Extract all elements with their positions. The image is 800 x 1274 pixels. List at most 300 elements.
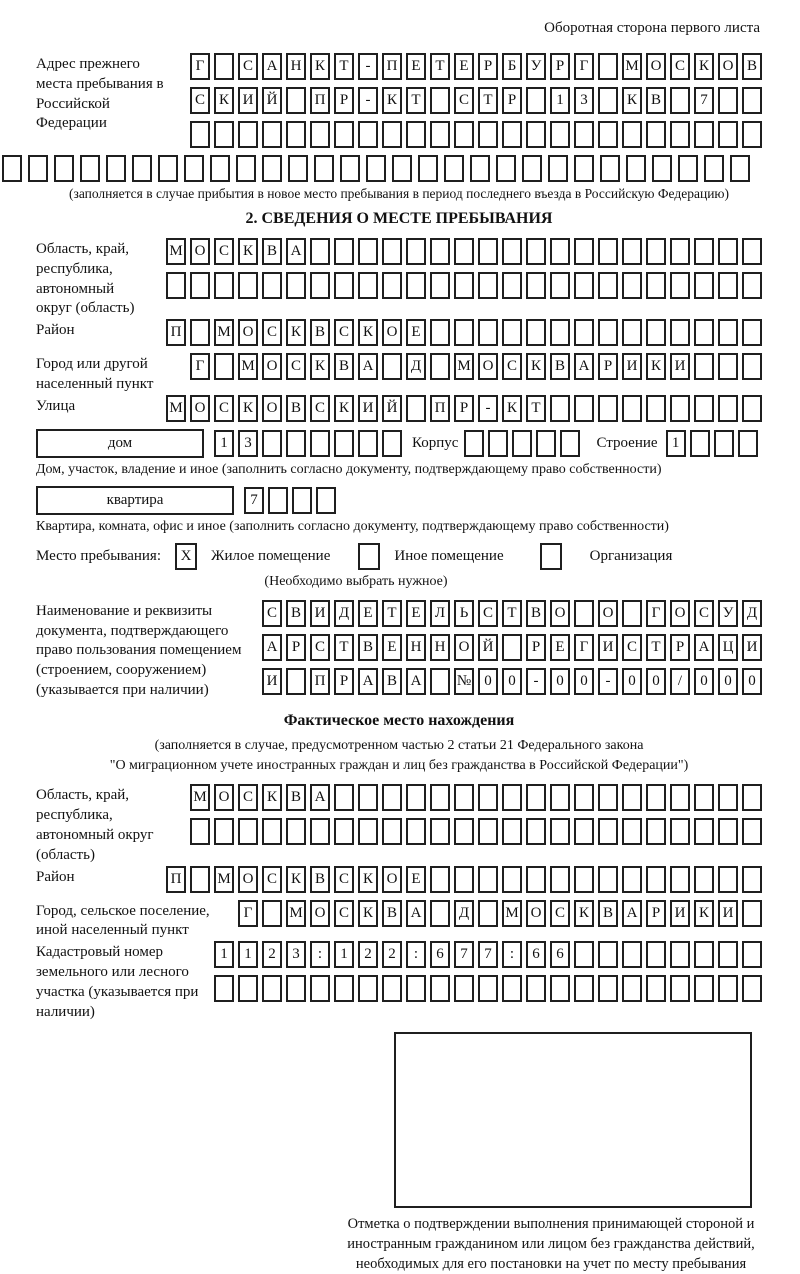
char-cell[interactable]	[334, 238, 354, 265]
char-cell[interactable]: 1	[238, 941, 258, 968]
char-cell[interactable]: М	[502, 900, 522, 927]
char-cell[interactable]	[526, 784, 546, 811]
char-cell[interactable]: С	[262, 866, 282, 893]
char-cell[interactable]	[694, 941, 714, 968]
char-cell[interactable]: Р	[550, 53, 570, 80]
char-cell[interactable]: -	[526, 668, 546, 695]
char-cell[interactable]	[670, 238, 690, 265]
char-cell[interactable]	[622, 395, 642, 422]
char-cell[interactable]: О	[526, 900, 546, 927]
char-cell[interactable]	[598, 395, 618, 422]
char-cell[interactable]: Й	[478, 634, 498, 661]
char-cell[interactable]: М	[190, 784, 210, 811]
char-cell[interactable]	[262, 975, 282, 1002]
char-cell[interactable]: С	[238, 784, 258, 811]
char-cell[interactable]	[550, 272, 570, 299]
char-cell[interactable]: 2	[358, 941, 378, 968]
char-cell[interactable]: О	[190, 395, 210, 422]
char-cell[interactable]	[286, 668, 306, 695]
char-cell[interactable]	[718, 319, 738, 346]
char-cell[interactable]	[646, 121, 666, 148]
char-cell[interactable]	[382, 238, 402, 265]
char-cell[interactable]: М	[238, 353, 258, 380]
char-cell[interactable]: 1	[666, 430, 686, 457]
char-cell[interactable]	[262, 900, 282, 927]
char-cell[interactable]: М	[286, 900, 306, 927]
char-cell[interactable]: А	[406, 900, 426, 927]
char-cell[interactable]	[574, 784, 594, 811]
char-cell[interactable]	[286, 818, 306, 845]
char-cell[interactable]	[54, 155, 74, 182]
char-cell[interactable]	[600, 155, 620, 182]
char-cell[interactable]: В	[526, 600, 546, 627]
char-cell[interactable]: Д	[334, 600, 354, 627]
char-cell[interactable]	[334, 272, 354, 299]
char-cell[interactable]	[454, 272, 474, 299]
char-cell[interactable]: И	[670, 900, 690, 927]
char-cell[interactable]: Т	[334, 634, 354, 661]
char-cell[interactable]: В	[550, 353, 570, 380]
char-cell[interactable]: 7	[454, 941, 474, 968]
char-cell[interactable]	[670, 87, 690, 114]
char-cell[interactable]	[550, 818, 570, 845]
char-cell[interactable]	[444, 155, 464, 182]
char-cell[interactable]	[502, 272, 522, 299]
char-cell[interactable]	[536, 430, 556, 457]
char-cell[interactable]	[670, 319, 690, 346]
char-cell[interactable]	[502, 121, 522, 148]
char-cell[interactable]: К	[694, 900, 714, 927]
char-cell[interactable]	[478, 238, 498, 265]
char-cell[interactable]: П	[166, 866, 186, 893]
char-cell[interactable]: Г	[574, 53, 594, 80]
char-cell[interactable]	[742, 395, 762, 422]
char-cell[interactable]: Г	[574, 634, 594, 661]
char-cell[interactable]: О	[646, 53, 666, 80]
char-cell[interactable]	[560, 430, 580, 457]
char-cell[interactable]: С	[454, 87, 474, 114]
char-cell[interactable]	[464, 430, 484, 457]
char-cell[interactable]	[430, 319, 450, 346]
char-cell[interactable]: О	[382, 319, 402, 346]
char-cell[interactable]	[80, 155, 100, 182]
char-cell[interactable]	[210, 155, 230, 182]
char-cell[interactable]: С	[622, 634, 642, 661]
char-cell[interactable]	[238, 975, 258, 1002]
char-cell[interactable]: К	[214, 87, 234, 114]
char-cell[interactable]	[190, 866, 210, 893]
char-cell[interactable]	[622, 121, 642, 148]
char-cell[interactable]: 0	[742, 668, 762, 695]
char-cell[interactable]	[622, 866, 642, 893]
char-cell[interactable]: С	[502, 353, 522, 380]
char-cell[interactable]	[622, 818, 642, 845]
char-cell[interactable]	[526, 87, 546, 114]
char-cell[interactable]	[598, 975, 618, 1002]
char-cell[interactable]: А	[358, 353, 378, 380]
char-cell[interactable]	[358, 784, 378, 811]
char-cell[interactable]	[358, 818, 378, 845]
char-cell[interactable]: :	[310, 941, 330, 968]
char-cell[interactable]	[166, 272, 186, 299]
char-cell[interactable]: С	[214, 395, 234, 422]
char-cell[interactable]: К	[358, 900, 378, 927]
char-cell[interactable]: О	[262, 353, 282, 380]
char-cell[interactable]	[742, 975, 762, 1002]
char-cell[interactable]	[574, 238, 594, 265]
char-cell[interactable]	[406, 818, 426, 845]
checkbox-residential[interactable]: X	[175, 543, 197, 570]
char-cell[interactable]	[526, 818, 546, 845]
char-cell[interactable]	[382, 353, 402, 380]
char-cell[interactable]: -	[358, 87, 378, 114]
char-cell[interactable]: О	[478, 353, 498, 380]
char-cell[interactable]: С	[694, 600, 714, 627]
char-cell[interactable]	[598, 866, 618, 893]
char-cell[interactable]	[646, 941, 666, 968]
char-cell[interactable]: К	[286, 319, 306, 346]
char-cell[interactable]: Р	[598, 353, 618, 380]
char-cell[interactable]	[694, 784, 714, 811]
char-cell[interactable]: О	[190, 238, 210, 265]
char-cell[interactable]	[694, 121, 714, 148]
char-cell[interactable]	[550, 395, 570, 422]
char-cell[interactable]: О	[382, 866, 402, 893]
char-cell[interactable]	[382, 818, 402, 845]
char-cell[interactable]: С	[262, 600, 282, 627]
char-cell[interactable]	[310, 238, 330, 265]
char-cell[interactable]	[310, 121, 330, 148]
char-cell[interactable]	[286, 272, 306, 299]
char-cell[interactable]: Т	[478, 87, 498, 114]
char-cell[interactable]	[314, 155, 334, 182]
char-cell[interactable]	[742, 784, 762, 811]
char-cell[interactable]	[184, 155, 204, 182]
char-cell[interactable]	[598, 272, 618, 299]
char-cell[interactable]	[430, 900, 450, 927]
char-cell[interactable]	[652, 155, 672, 182]
char-cell[interactable]	[496, 155, 516, 182]
char-cell[interactable]: Т	[646, 634, 666, 661]
checkbox-organization[interactable]	[540, 543, 562, 570]
char-cell[interactable]	[430, 866, 450, 893]
char-cell[interactable]: 0	[550, 668, 570, 695]
char-cell[interactable]	[526, 238, 546, 265]
char-cell[interactable]	[502, 818, 522, 845]
char-cell[interactable]	[522, 155, 542, 182]
char-cell[interactable]: К	[574, 900, 594, 927]
char-cell[interactable]: Е	[406, 319, 426, 346]
char-cell[interactable]	[646, 784, 666, 811]
char-cell[interactable]: Е	[406, 866, 426, 893]
char-cell[interactable]	[334, 121, 354, 148]
char-cell[interactable]: Р	[526, 634, 546, 661]
char-cell[interactable]	[694, 866, 714, 893]
char-cell[interactable]: И	[622, 353, 642, 380]
char-cell[interactable]	[358, 430, 378, 457]
char-cell[interactable]: Р	[334, 87, 354, 114]
char-cell[interactable]	[742, 87, 762, 114]
char-cell[interactable]	[340, 155, 360, 182]
char-cell[interactable]	[430, 975, 450, 1002]
char-cell[interactable]	[286, 87, 306, 114]
char-cell[interactable]: М	[454, 353, 474, 380]
char-cell[interactable]	[382, 784, 402, 811]
char-cell[interactable]	[478, 900, 498, 927]
char-cell[interactable]	[718, 866, 738, 893]
char-cell[interactable]	[502, 866, 522, 893]
char-cell[interactable]	[106, 155, 126, 182]
char-cell[interactable]: И	[238, 87, 258, 114]
char-cell[interactable]: :	[406, 941, 426, 968]
char-cell[interactable]	[646, 395, 666, 422]
char-cell[interactable]: П	[430, 395, 450, 422]
char-cell[interactable]: 0	[574, 668, 594, 695]
char-cell[interactable]	[190, 121, 210, 148]
char-cell[interactable]	[430, 353, 450, 380]
char-cell[interactable]	[310, 818, 330, 845]
char-cell[interactable]	[382, 121, 402, 148]
char-cell[interactable]	[694, 975, 714, 1002]
char-cell[interactable]	[718, 784, 738, 811]
char-cell[interactable]	[704, 155, 724, 182]
char-cell[interactable]	[718, 975, 738, 1002]
char-cell[interactable]: Р	[646, 900, 666, 927]
char-cell[interactable]: К	[358, 866, 378, 893]
checkbox-other-premises[interactable]	[358, 543, 380, 570]
char-cell[interactable]	[598, 818, 618, 845]
char-cell[interactable]	[454, 121, 474, 148]
char-cell[interactable]: В	[382, 900, 402, 927]
char-cell[interactable]: 2	[382, 941, 402, 968]
char-cell[interactable]: А	[262, 53, 282, 80]
char-cell[interactable]: /	[670, 668, 690, 695]
char-cell[interactable]	[502, 975, 522, 1002]
char-cell[interactable]: -	[358, 53, 378, 80]
char-cell[interactable]	[526, 272, 546, 299]
char-cell[interactable]	[694, 353, 714, 380]
char-cell[interactable]	[406, 395, 426, 422]
char-cell[interactable]	[646, 319, 666, 346]
char-cell[interactable]: Т	[502, 600, 522, 627]
char-cell[interactable]: М	[214, 866, 234, 893]
char-cell[interactable]: Р	[478, 53, 498, 80]
char-cell[interactable]: 6	[430, 941, 450, 968]
char-cell[interactable]: Б	[502, 53, 522, 80]
char-cell[interactable]	[574, 121, 594, 148]
char-cell[interactable]: А	[358, 668, 378, 695]
char-cell[interactable]	[358, 121, 378, 148]
char-cell[interactable]: И	[670, 353, 690, 380]
char-cell[interactable]	[598, 121, 618, 148]
char-cell[interactable]	[730, 155, 750, 182]
char-cell[interactable]	[742, 900, 762, 927]
char-cell[interactable]: Г	[190, 53, 210, 80]
char-cell[interactable]: П	[310, 668, 330, 695]
char-cell[interactable]	[742, 353, 762, 380]
char-cell[interactable]	[718, 238, 738, 265]
char-cell[interactable]	[598, 238, 618, 265]
char-cell[interactable]	[236, 155, 256, 182]
char-cell[interactable]	[478, 319, 498, 346]
char-cell[interactable]	[292, 487, 312, 514]
char-cell[interactable]: 0	[502, 668, 522, 695]
char-cell[interactable]	[512, 430, 532, 457]
char-cell[interactable]	[454, 866, 474, 893]
char-cell[interactable]	[626, 155, 646, 182]
char-cell[interactable]	[286, 430, 306, 457]
char-cell[interactable]: В	[286, 600, 306, 627]
char-cell[interactable]	[406, 784, 426, 811]
char-cell[interactable]: Е	[406, 600, 426, 627]
char-cell[interactable]	[358, 272, 378, 299]
char-cell[interactable]	[550, 121, 570, 148]
char-cell[interactable]	[742, 818, 762, 845]
char-cell[interactable]: :	[502, 941, 522, 968]
char-cell[interactable]: А	[262, 634, 282, 661]
char-cell[interactable]	[742, 941, 762, 968]
char-cell[interactable]: -	[478, 395, 498, 422]
char-cell[interactable]	[502, 238, 522, 265]
char-cell[interactable]	[262, 272, 282, 299]
char-cell[interactable]	[262, 121, 282, 148]
char-cell[interactable]	[622, 272, 642, 299]
char-cell[interactable]	[670, 395, 690, 422]
char-cell[interactable]: 1	[214, 941, 234, 968]
char-cell[interactable]: Р	[286, 634, 306, 661]
char-cell[interactable]	[366, 155, 386, 182]
char-cell[interactable]	[646, 866, 666, 893]
char-cell[interactable]: С	[334, 866, 354, 893]
char-cell[interactable]: К	[502, 395, 522, 422]
char-cell[interactable]	[478, 784, 498, 811]
char-cell[interactable]	[714, 430, 734, 457]
char-cell[interactable]	[598, 784, 618, 811]
char-cell[interactable]	[478, 866, 498, 893]
char-cell[interactable]: 1	[334, 941, 354, 968]
char-cell[interactable]	[430, 818, 450, 845]
char-cell[interactable]	[214, 272, 234, 299]
char-cell[interactable]	[502, 634, 522, 661]
char-cell[interactable]: В	[358, 634, 378, 661]
char-cell[interactable]	[406, 121, 426, 148]
char-cell[interactable]: №	[454, 668, 474, 695]
char-cell[interactable]	[430, 238, 450, 265]
char-cell[interactable]	[670, 784, 690, 811]
char-cell[interactable]	[742, 238, 762, 265]
char-cell[interactable]	[690, 430, 710, 457]
char-cell[interactable]	[574, 818, 594, 845]
char-cell[interactable]	[574, 941, 594, 968]
char-cell[interactable]: И	[598, 634, 618, 661]
char-cell[interactable]: 0	[646, 668, 666, 695]
char-cell[interactable]	[430, 121, 450, 148]
char-cell[interactable]	[646, 975, 666, 1002]
char-cell[interactable]	[470, 155, 490, 182]
char-cell[interactable]	[598, 87, 618, 114]
char-cell[interactable]: В	[742, 53, 762, 80]
char-cell[interactable]	[214, 353, 234, 380]
char-cell[interactable]: К	[238, 238, 258, 265]
char-cell[interactable]	[310, 430, 330, 457]
char-cell[interactable]: Е	[406, 53, 426, 80]
char-cell[interactable]	[132, 155, 152, 182]
char-cell[interactable]	[718, 353, 738, 380]
char-cell[interactable]	[454, 818, 474, 845]
char-cell[interactable]	[238, 121, 258, 148]
char-cell[interactable]	[622, 319, 642, 346]
char-cell[interactable]	[670, 866, 690, 893]
char-cell[interactable]	[382, 430, 402, 457]
char-cell[interactable]	[742, 121, 762, 148]
char-cell[interactable]	[334, 975, 354, 1002]
char-cell[interactable]: И	[310, 600, 330, 627]
char-cell[interactable]: К	[358, 319, 378, 346]
char-cell[interactable]	[238, 818, 258, 845]
char-cell[interactable]	[502, 319, 522, 346]
char-cell[interactable]	[214, 53, 234, 80]
char-cell[interactable]	[718, 395, 738, 422]
char-cell[interactable]: С	[310, 634, 330, 661]
char-cell[interactable]	[238, 272, 258, 299]
char-cell[interactable]	[28, 155, 48, 182]
char-cell[interactable]	[310, 975, 330, 1002]
char-cell[interactable]: С	[334, 319, 354, 346]
char-cell[interactable]: Ь	[454, 600, 474, 627]
char-cell[interactable]: В	[310, 319, 330, 346]
char-cell[interactable]: М	[622, 53, 642, 80]
char-cell[interactable]	[694, 238, 714, 265]
char-cell[interactable]	[646, 238, 666, 265]
char-cell[interactable]: П	[310, 87, 330, 114]
char-cell[interactable]	[288, 155, 308, 182]
char-cell[interactable]: К	[238, 395, 258, 422]
char-cell[interactable]	[670, 975, 690, 1002]
char-cell[interactable]: В	[598, 900, 618, 927]
char-cell[interactable]	[526, 319, 546, 346]
char-cell[interactable]	[622, 975, 642, 1002]
char-cell[interactable]	[286, 121, 306, 148]
char-cell[interactable]: О	[550, 600, 570, 627]
char-cell[interactable]	[574, 975, 594, 1002]
char-cell[interactable]: В	[310, 866, 330, 893]
char-cell[interactable]	[694, 272, 714, 299]
char-cell[interactable]: С	[310, 395, 330, 422]
char-cell[interactable]: С	[214, 238, 234, 265]
char-cell[interactable]	[262, 430, 282, 457]
char-cell[interactable]	[478, 121, 498, 148]
char-cell[interactable]: Т	[406, 87, 426, 114]
house-box[interactable]: дом	[36, 429, 204, 458]
char-cell[interactable]: О	[598, 600, 618, 627]
char-cell[interactable]	[478, 818, 498, 845]
char-cell[interactable]	[742, 319, 762, 346]
char-cell[interactable]: П	[382, 53, 402, 80]
char-cell[interactable]	[526, 866, 546, 893]
char-cell[interactable]: Е	[454, 53, 474, 80]
char-cell[interactable]: К	[334, 395, 354, 422]
char-cell[interactable]	[718, 87, 738, 114]
char-cell[interactable]	[430, 784, 450, 811]
char-cell[interactable]: 3	[574, 87, 594, 114]
char-cell[interactable]: С	[478, 600, 498, 627]
char-cell[interactable]	[392, 155, 412, 182]
char-cell[interactable]: О	[718, 53, 738, 80]
char-cell[interactable]	[334, 818, 354, 845]
char-cell[interactable]	[502, 784, 522, 811]
char-cell[interactable]	[358, 975, 378, 1002]
char-cell[interactable]: Т	[430, 53, 450, 80]
